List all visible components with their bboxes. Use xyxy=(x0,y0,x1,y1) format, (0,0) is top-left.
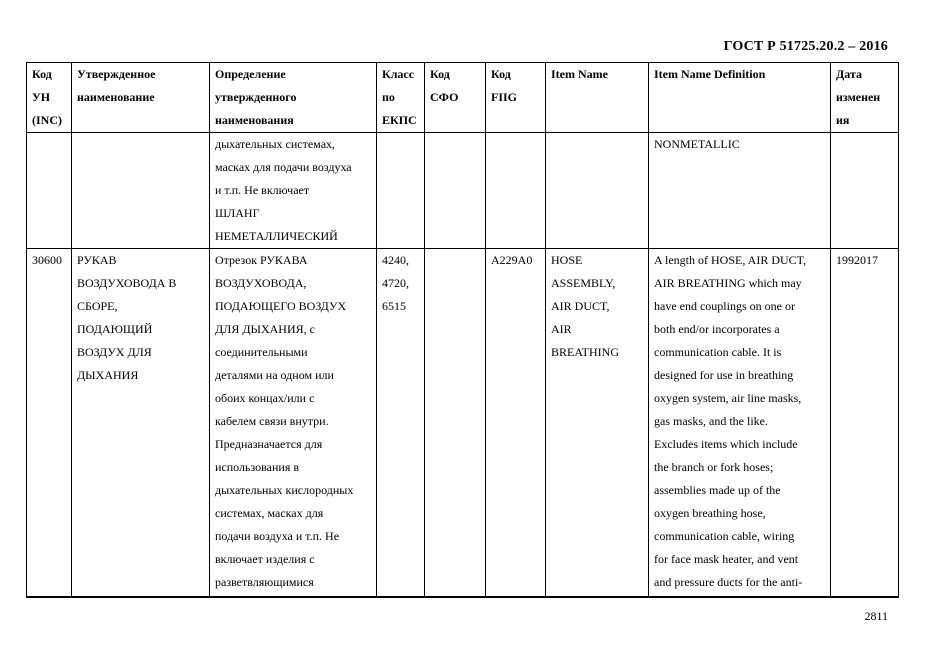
cell-line: ДЫХАНИЯ xyxy=(77,368,139,382)
cell-line: 4240, xyxy=(382,253,409,267)
table-header-row xyxy=(27,63,899,133)
cell-line: ПОДАЮЩИЙ xyxy=(77,322,153,336)
cell-sfo xyxy=(425,133,486,249)
cell-line: communication cable. It is xyxy=(654,345,782,359)
cell-class xyxy=(377,249,425,598)
cell-class xyxy=(377,133,425,249)
cell-line: ДЛЯ ДЫХАНИЯ, с xyxy=(215,322,315,336)
cell-line: дыхательных системах, xyxy=(215,137,336,151)
cell-line: деталями на одном или xyxy=(215,368,334,382)
cell-inc xyxy=(27,133,72,249)
cell-line: AIR BREATHING which may xyxy=(654,276,802,290)
cell-sfo xyxy=(425,249,486,598)
cell-line: РУКАВ xyxy=(77,253,117,267)
cell-date xyxy=(831,249,899,598)
cell-line: масках для подачи воздуха xyxy=(215,160,352,174)
cell-line: ШЛАНГ xyxy=(215,206,260,220)
cell-date xyxy=(831,133,899,249)
cell-line: Предназначается для xyxy=(215,437,323,451)
cell-line: соединительными xyxy=(215,345,308,359)
header-item-name-definition: Item Name Definition xyxy=(649,63,831,133)
cell-line: 4720, xyxy=(382,276,409,290)
cell-line: включает изделия с xyxy=(215,552,315,566)
cell-line: подачи воздуха и т.п. Не xyxy=(215,529,340,543)
cell-approved-name xyxy=(72,133,210,249)
cell-line: and pressure ducts for the anti- xyxy=(654,575,803,589)
gost-table xyxy=(26,62,899,598)
cell-line: the branch or fork hoses; xyxy=(654,460,774,474)
cell-item-name xyxy=(546,249,649,598)
header-sfo: Код СФО xyxy=(425,63,486,133)
cell-line: oxygen breathing hose, xyxy=(654,506,766,520)
cell-fiig xyxy=(486,249,546,598)
cell-line: дыхательных кислородных xyxy=(215,483,354,497)
document-header: ГОСТ Р 51725.20.2 – 2016 xyxy=(723,39,888,54)
header-item-name: Item Name xyxy=(546,63,649,133)
cell-line: ПОДАЮЩЕГО ВОЗДУХ xyxy=(215,299,347,313)
cell-line: oxygen system, air line masks, xyxy=(654,391,802,405)
cell-line: ASSEMBLY, xyxy=(551,276,616,290)
cell-line: Отрезок РУКАВА xyxy=(215,253,308,267)
table-row xyxy=(27,133,899,249)
cell-line: ВОЗДУХ ДЛЯ xyxy=(77,345,152,359)
cell-line: ВОЗДУХОВОДА В xyxy=(77,276,177,290)
cell-line: A length of HOSE, AIR DUCT, xyxy=(654,253,807,267)
cell-line: ВОЗДУХОВОДА, xyxy=(215,276,307,290)
cell-line: both end/or incorporates a xyxy=(654,322,780,336)
cell-line: СБОРЕ, xyxy=(77,299,118,313)
cell-line: 6515 xyxy=(382,299,406,313)
cell-line: assemblies made up of the xyxy=(654,483,781,497)
header-definition: Определение утвержденного наименования xyxy=(210,63,377,133)
cell-definition xyxy=(210,249,377,598)
cell-line: have end couplings on one or xyxy=(654,299,795,313)
cell-fiig xyxy=(486,133,546,249)
header-inc: Код УН (INC) xyxy=(27,63,72,133)
page-number: 2811 xyxy=(864,609,888,623)
cell-line: gas masks, and the like. xyxy=(654,414,768,428)
table-row xyxy=(27,249,899,598)
cell-line: использования в xyxy=(215,460,300,474)
cell-line: communication cable, wiring xyxy=(654,529,795,543)
cell-approved-name xyxy=(72,249,210,598)
cell-line: 1992017 xyxy=(836,253,878,267)
header-approved-name: Утвержденное наименование xyxy=(72,63,210,133)
cell-line: for face mask heater, and vent xyxy=(654,552,799,566)
cell-line: Excludes items which include xyxy=(654,437,798,451)
header-fiig: Код FIIG xyxy=(486,63,546,133)
cell-definition xyxy=(210,133,377,249)
cell-line: AIR xyxy=(551,322,572,336)
cell-line: A229A0 xyxy=(491,253,533,267)
header-class: Класс по ЕКПС xyxy=(377,63,425,133)
cell-inc xyxy=(27,249,72,598)
cell-line: обоих концах/или с xyxy=(215,391,315,405)
cell-line: designed for use in breathing xyxy=(654,368,794,382)
cell-line: кабелем связи внутри. xyxy=(215,414,329,428)
cell-line: AIR DUCT, xyxy=(551,299,610,313)
cell-line: 30600 xyxy=(32,253,62,267)
cell-line: NONMETALLIC xyxy=(654,137,740,151)
cell-item-name xyxy=(546,133,649,249)
cell-line: системах, масках для xyxy=(215,506,324,520)
cell-line: разветвляющимися xyxy=(215,575,314,589)
cell-line: BREATHING xyxy=(551,345,619,359)
cell-line: и т.п. Не включает xyxy=(215,183,310,197)
cell-item-definition xyxy=(649,133,831,249)
header-date: Дата изменен ия xyxy=(831,63,899,133)
cell-item-definition xyxy=(649,249,831,598)
cell-line: HOSE xyxy=(551,253,583,267)
cell-line: НЕМЕТАЛЛИЧЕСКИЙ xyxy=(215,229,338,243)
